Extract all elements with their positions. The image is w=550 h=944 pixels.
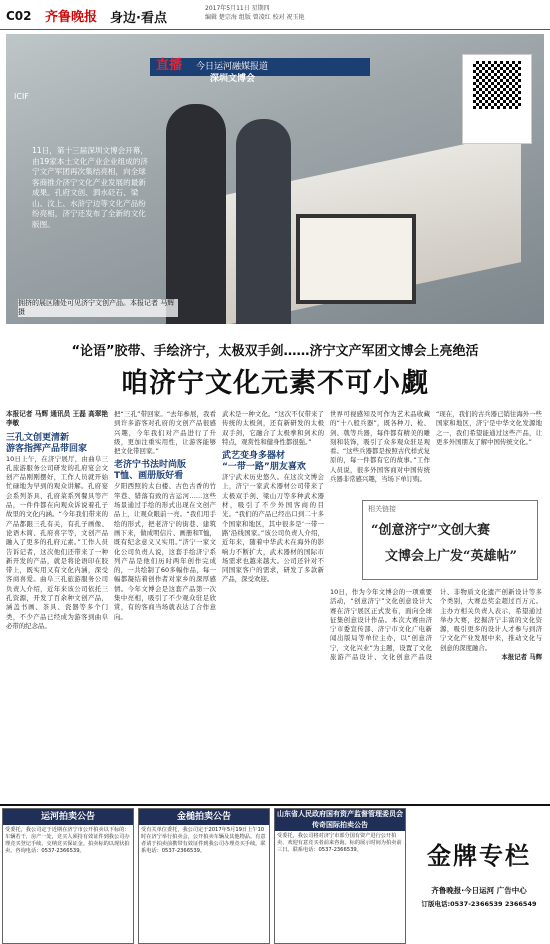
column-4-text: 世界可视感知及可作为艺术品收藏的“十八般兵器”，既各种刀、枪、剑、戟等兵器，每件都有精美的雕刻和装饰，吸引了众多观众驻足观看。“这些兵器都是按照古代样式复原的，每一件都有它的故事。”工作人员说，很多外国客商对中国传统兵器非常感兴趣，当场下单订购。 bbox=[330, 410, 430, 484]
gold-column-line1: 齐鲁晚报·今日运河 广告中心 bbox=[431, 886, 527, 895]
qr-panel bbox=[462, 54, 532, 144]
paper-logo: 齐鲁晚报 bbox=[45, 10, 98, 25]
ad-yunhe-auction bbox=[2, 808, 134, 944]
column-2-intro: 把“三孔”带回家。“去年参展，我看到许多游客对孔府的文创产品很感兴趣，今年我们对产品进行了升级，更加注重实用性，让游客能够把文化带回家。” bbox=[114, 410, 216, 456]
related-label: 相关链接 bbox=[368, 505, 396, 513]
column-4 bbox=[330, 410, 430, 495]
column-2-heading: 老济宁书法时尚版 T恤、画册版好看 bbox=[114, 460, 187, 482]
section-title: 身边·看点 bbox=[110, 11, 167, 26]
banner-text: 今日运河融媒报道 bbox=[196, 62, 269, 72]
subtitle: “论语”胶带、手绘济宁，太极双手剑……济宁文产军团文博会上亮绝活 bbox=[71, 344, 479, 359]
paper-cut-frame bbox=[296, 214, 416, 304]
ad-strip bbox=[0, 804, 550, 944]
page-header bbox=[0, 0, 550, 30]
column-4b bbox=[436, 410, 542, 495]
column-1-heading: 三孔文创更清新 游客指挥产品带回家 bbox=[6, 432, 88, 454]
column-2 bbox=[114, 410, 216, 802]
header-meta bbox=[205, 4, 305, 22]
byline: 本报记者 马辉 通讯员 王磊 高翠艳 李敏 bbox=[6, 410, 108, 428]
column-5 bbox=[330, 588, 542, 802]
visitor-figure bbox=[166, 104, 226, 324]
expo-label: 深圳文博会 bbox=[210, 74, 256, 84]
ad-jinchui-text: 受有关单位委托，我公司定于2017年5月19日上午10时在济宁举行拍卖会，公开拍卖车辆及其他物品。有意者请于拍卖前携带有效证件到我公司办理竞买手续。联系电话：0537-2366539。 bbox=[141, 827, 266, 854]
ad-chuanqi-auction bbox=[274, 808, 406, 944]
column-3-intro: 武术是一种文化。“这次不仅带来了传统的太极剑，还有新研发的太极双手剑，它融合了太极拳和剑术的特点，观赏性和健身性都很强。” bbox=[222, 410, 324, 446]
column-3-text: 济宁武术历史悠久。在这次文博会上，济宁一家武术器材公司带来了太极双手剑、梁山刀等多种武术器材，吸引了不少外国客商的目光。“我们的产品已经出口到二十多个国家和地区，其中很多是‘一带一路’沿线国家。”该公司负责人介绍，近年来，随着中华武术在海外的影响力不断扩大，武术器材的国际市场需求也越来越大。公司还针对不同国家客户的需求，研发了多款新产品，深受欢迎。 bbox=[222, 473, 324, 584]
page-number: C02 bbox=[6, 9, 32, 23]
ad-jinchui-auction bbox=[138, 808, 270, 944]
photo-caption: 拥挤的展区随处可见济宁文创产品。本报记者 马辉 摄 bbox=[18, 299, 178, 317]
column-3-heading: 武艺变身多器材 “一带一路”朋友喜欢 bbox=[222, 451, 306, 473]
ad-chuanqi-text: 受委托，我公司将对济宁市部分国有资产进行公开拍卖，欢迎有意竞买者前来咨询。标的展示时间为拍卖前三日。联系电话：0537-2366539。 bbox=[277, 833, 402, 853]
ad-chuanqi-heading: 山东省人民政府国有资产监督管理委员会 传奇国际拍卖公告 bbox=[277, 810, 403, 829]
qr-code-icon bbox=[473, 61, 521, 109]
visitor-figure bbox=[236, 119, 291, 324]
ad-yunhe-text: 受委托，我公司定于近期在济宁市公开拍卖以下标的：车辆若干，房产一处，竞买人须持有效证件到我公司办理竞买登记手续，交纳竞买保证金。拍卖标的以现状拍卖。咨询电话：0537-2366539。 bbox=[5, 827, 130, 854]
live-banner bbox=[150, 58, 370, 76]
ad-yunhe-heading: 运河拍卖公告 bbox=[3, 809, 133, 825]
related-title-2: 文博会上广发“英雄帖” bbox=[385, 549, 517, 564]
gold-column-logo: 金牌专栏 bbox=[427, 841, 531, 870]
related-box bbox=[362, 500, 538, 580]
column-5-text: 10日，作为今年文博会的一项重要活动，“创意济宁”文化创意设计大赛在济宁展区正式发布，面向全球征集创意设计作品。本次大赛由济宁市委宣传部、济宁市文化广电新闻出版局等单位主办，以“创意济宁，文化兴业”为主题，设置了文化旅游产品设计、文化创意产品设计、非物质文化遗产创新设计等多个类别，大赛总奖金超过百万元。主办方相关负责人表示，希望通过举办大赛，挖掘济宁丰富的文化资源，吸引更多的设计人才参与到济宁文化产业发展中来，推动文化与创意的深度融合。 bbox=[330, 588, 542, 662]
photo-intro: 11日，第十三届深圳文博会开幕，由19家本土文化产业企业组成的济宁文产军团再次集结亮相，向全球客商推介济宁文化产业发展的最新成果。孔府文创、泗水砭石、梁山、汶上、水浒宁边等文化产品纷纷亮相，济宁还发布了全新的文化版图。 bbox=[32, 146, 148, 229]
live-label: 直播 bbox=[156, 58, 183, 73]
column-5-credit: 本报记者 马辉 bbox=[501, 653, 542, 662]
column-4-tail: “现在，我们的古兵器已销往海外一些国家和地区，济宁是中华文化发源地之一，我们希望能通过这些产品，让更多外国朋友了解中国传统文化。” bbox=[436, 410, 542, 446]
ad-jinchui-heading: 金槌拍卖公告 bbox=[139, 809, 269, 825]
headline: 咱济宁文化元素不可小觑 bbox=[121, 368, 429, 399]
ad-gold-column bbox=[410, 808, 548, 944]
column-1 bbox=[6, 410, 108, 802]
editor-credits: 编辑 楚宗海 组版 曾凌红 校对 祝玉艳 bbox=[205, 14, 305, 21]
gold-column-line2: 订版电话:0537-2366539 2366549 bbox=[421, 900, 537, 908]
column-2-text: 夕阳西照的太白楼、古色古香的竹竿巷、错落有致的古运河……这些场景通过手绘的形式出现在文创产品上，让观众眼前一亮。“我们用手绘的形式，把老济宁的街巷、建筑画下来，做成明信片、画册和T恤，既有纪念意义又实用。”济宁一家文化公司负责人说，这套手绘济宁系列产品是他们历时两年创作完成的，一共绘制了60多幅作品，每一幅都凝结着创作者对家乡的深厚感情。今年文博会是这套产品第一次集中亮相，吸引了不少观众驻足欣赏，有的客商当场就表达了合作意向。 bbox=[114, 482, 216, 621]
column-3 bbox=[222, 410, 324, 802]
issue-date: 2017年5月11日 星期四 bbox=[205, 5, 270, 12]
related-title-1: “创意济宁”文创大赛 bbox=[371, 523, 490, 538]
column-1-text: 10日上午，在济宁展厅，由曲阜三孔旅游服务公司研发的孔府宴会文创产品刚刚摆好，工作人员就开始忙碌地为早到的观众讲解。孔府宴会系列茶具、孔府菜系列餐具等产品，一件件都在向观众诉说着孔子故里的文化内涵。“今年我们带来的产品都跟三孔有关，有孔子画像、论语木简、孔府喜字等，文创产品融入了更多的孔府元素。”工作人员告诉记者，这次他们还带来了一种新开发的产品，就是将论语印在胶带上，既实用又有文化内涵，深受客商喜爱。曲阜三孔旅游服务公司负责人介绍，近年来该公司依托三孔资源，开发了百余种文创产品，涵盖书画、茶具、瓷器等多个门类，不少产品已经成为游客到曲阜必带的纪念品。 bbox=[6, 454, 108, 630]
icif-logo: ICIF bbox=[14, 92, 29, 101]
